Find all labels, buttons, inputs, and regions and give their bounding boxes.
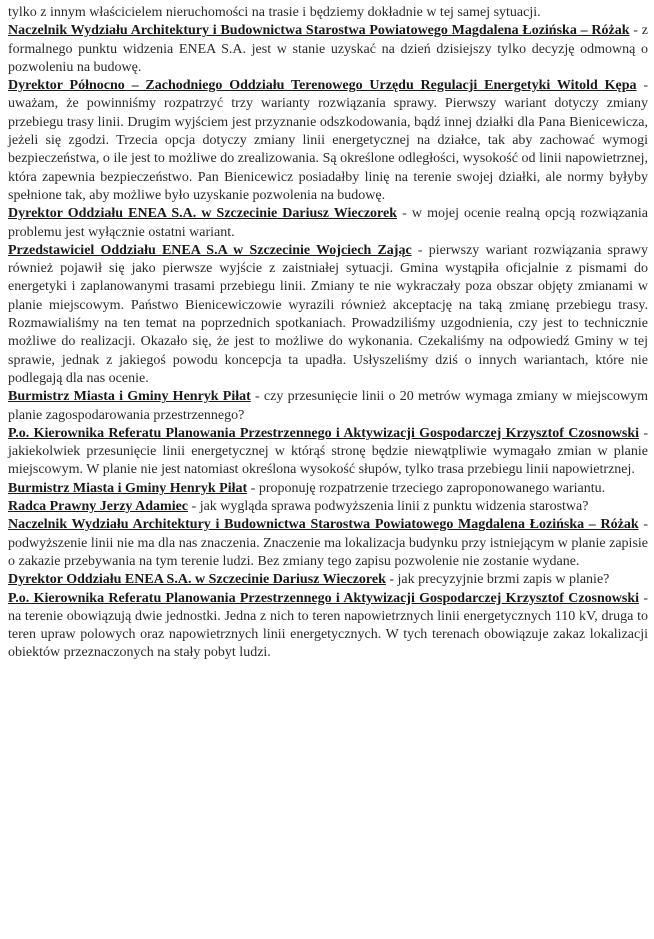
speaker-name: Radca Prawny Jerzy Adamiec [8,499,189,515]
speaker-name: Burmistrz Miasta i Gminy Henryk Piłat [8,480,248,496]
paragraph [8,571,648,589]
paragraph [8,498,648,516]
statement-text: - na terenie obowiązują dwie jednostki. Jedna z nich to teren napowietrznych linii energetycznych 110 kV, druga to teren upraw polowych oraz napowietrznych linii energetycznych. W tych terenach obowiązuje zakaz lokalizacji obiektów przeznaczonych na stały pobyt ludzi. [8,590,648,661]
paragraph [8,4,648,22]
paragraph [8,480,648,498]
statement-text: - proponuję rozpatrzenie trzeciego zaproponowanego wariantu. [247,480,606,496]
paragraph [8,425,648,480]
statement-text: - uważam, że powinniśmy rozpatrzyć trzy warianty rozwiązania sprawy. Pierwszy wariant dotyczy zmiany przebiegu trasy linii. Drugim wyjściem jest przyznanie odszkodowania, bądź innej działki dla Pana Bienicewicza, jeżeli się zgodzi. Trzecia opcja dotyczy zmiany linii energetycznej na działce, tak aby zachować wymogi bezpieczeństwa, o ile jest to możliwe do zrealizowania. Są określone odległości, wysokość od linii napowietrznej, która zapewnia bezpieczeństwo. Pan Bienicewicz posiadałby linię na terenie swojej działki, ale normy byłyby spełnione tak, aby możliwe było uzyskanie pozwolenia na budowę. [8,78,649,203]
statement-text: - jak precyzyjnie brzmi zapis w planie? [385,572,610,588]
statement-text: - podwyższenie linii nie ma dla nas znaczenia. Znaczenie ma lokalizacja budynku przy istniejącym w planie zapisie o zakazie przebywania na tym terenie ludzi. Bez zmiany tego zapisu pozwolenie nie zostanie wydane. [8,517,648,569]
speaker-name: Przedstawiciel Oddziału ENEA S.A w Szczecinie Wojciech Zając [8,242,412,258]
speaker-name: P.o. Kierownika Referatu Planowania Przestrzennego i Aktywizacji Gospodarczej Krzysztof Czosnowski [8,425,640,441]
speaker-name: Naczelnik Wydziału Architektury i Budownictwa Starostwa Powiatowego Magdalena Łozińska – Różak [8,23,630,39]
speaker-name: Naczelnik Wydziału Architektury i Budownictwa Starostwa Powiatowego Magdalena Łozińska – Różak [8,517,639,533]
statement-text: - jak wygląda sprawa podwyższenia linii z punktu widzenia starostwa? [188,499,589,515]
speaker-name: Burmistrz Miasta i Gminy Henryk Piłat [8,389,251,405]
paragraph [8,77,648,205]
speaker-name: Dyrektor Oddziału ENEA S.A. w Szczecinie Dariusz Wieczorek [8,206,398,222]
paragraph [8,590,648,663]
speaker-name: Dyrektor Oddziału ENEA S.A. w Szczecinie Dariusz Wieczorek [8,572,386,588]
paragraph [8,205,648,242]
speaker-name: P.o. Kierownika Referatu Planowania Przestrzennego i Aktywizacji Gospodarczej Krzysztof Czosnowski [8,590,640,606]
speaker-name: Dyrektor Północno – Zachodniego Oddziału Terenowego Urzędu Regulacji Energetyki Witold Kępa [8,78,637,94]
statement-text: - czy przesunięcie linii o 20 metrów wymaga zmiany w miejscowym planie zagospodarowania przestrzennego? [8,389,648,423]
statement-text: - w mojej ocenie realną opcją rozwiązania problemu jest wyłącznie ostatni wariant. [8,206,648,240]
statement-text: - jakiekolwiek przesunięcie linii energetycznej w którąś stronę będzie niewątpliwie wymagało zmian w planie miejscowym. W planie nie jest natomiast określona wysokość słupów, tylko trasa przebiegu linii napowietrznej. [8,425,648,478]
paragraph [8,22,648,77]
statement-text: tylko z innym właścicielem nieruchomości na trasie i będziemy dokładnie w tej samej sytuacji. [8,5,541,20]
paragraph [8,242,648,388]
paragraph [8,388,648,425]
paragraph [8,516,648,571]
statement-text: - pierwszy wariant rozwiązania sprawy również pojawił się jako pierwsze wyjście z zaistniałej sytuacji. Gmina wystąpiła oficjalnie z pismami do energetyki i zaplanowanymi trasami przebiegu linii. Zmiany te nie wykraczały poza obszar objęty zmianami w planie miejscowym. Państwo Bienicewiczowie wyrazili również akceptację na taką zmianę przebiegu trasy. Rozmawialiśmy na ten temat na poprzednich spotkaniach. Prowadziliśmy uzgodnienia, czy jest to technicznie możliwe do realizacji. Okazało się, że jest to możliwe do wykonania. Czekaliśmy na odpowiedź Gminy w tej sprawie, jednak z jakiegoś powodu koncepcja ta upadła. Usłyszeliśmy dziś o innych wariantach, które nie podlegają dla nas ocenie. [8,242,648,386]
statement-text: - z formalnego punktu widzenia ENEA S.A. jest w stanie uzyskać na dzień dzisiejszy tylko decyzję odmowną o pozwoleniu na budowę. [8,23,648,75]
